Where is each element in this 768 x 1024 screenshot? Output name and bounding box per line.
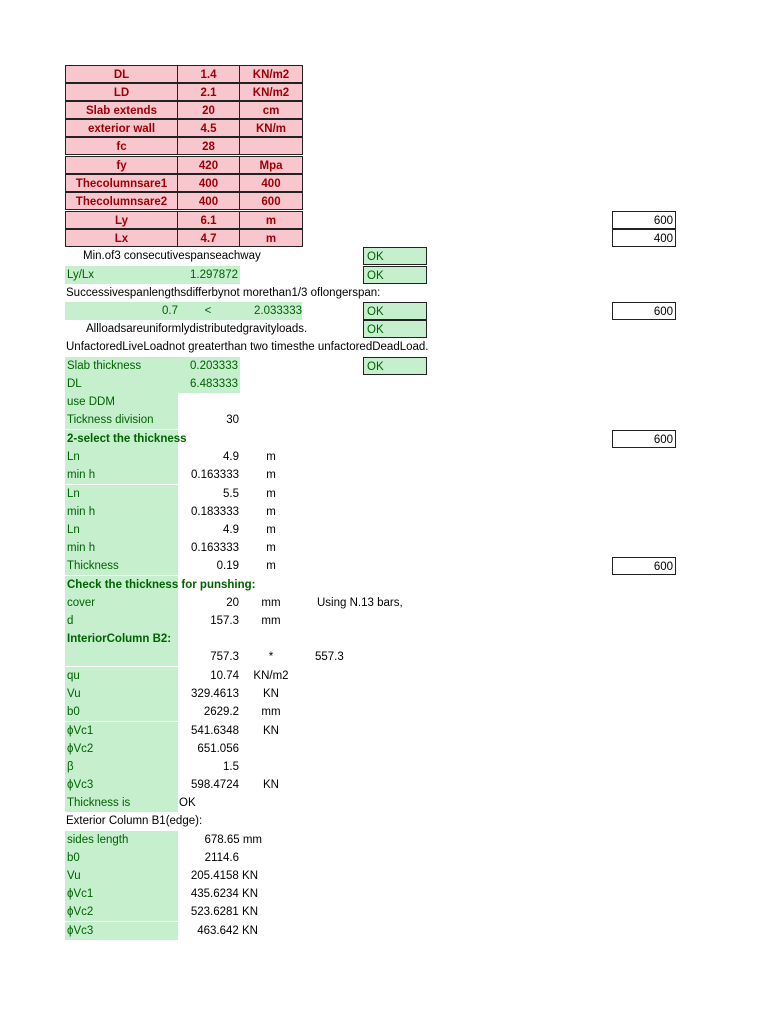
minh-value: 0.163333 bbox=[191, 469, 239, 481]
input-unit: KN/m bbox=[239, 119, 303, 137]
d-label: d bbox=[65, 612, 178, 630]
vc2-value: 651.056 bbox=[197, 743, 239, 755]
division-label: Tickness division bbox=[65, 411, 178, 429]
successive-text: Successivespanlengthsdifferbynot morethan1/3 oflongerspan: bbox=[66, 287, 381, 299]
right-value-box: 600 bbox=[612, 211, 676, 229]
input-unit bbox=[239, 137, 303, 155]
input-unit: 600 bbox=[239, 192, 303, 210]
input-unit: Mpa bbox=[239, 156, 303, 174]
ratio-a: 0.7 bbox=[120, 302, 178, 320]
input-name: DL bbox=[65, 65, 178, 83]
ratio-b: 2.033333 bbox=[240, 302, 302, 320]
ln-value: 5.5 bbox=[223, 488, 239, 500]
input-value: 2.1 bbox=[177, 83, 240, 101]
minh-unit: m bbox=[266, 469, 276, 481]
ln-label: Ln bbox=[65, 521, 178, 539]
bars-note: Using N.13 bars, bbox=[317, 597, 403, 609]
minh-value: 0.183333 bbox=[191, 506, 239, 518]
unfactored-text: UnfactoredLiveLoadnot greaterthan two timesthe unfactoredDeadLoad. bbox=[66, 341, 429, 353]
thickness-is-label: Thickness is bbox=[65, 794, 178, 812]
ext-vu-value: 205.4158 KN bbox=[190, 870, 258, 882]
cover-label: cover bbox=[65, 594, 178, 612]
ln-unit: m bbox=[266, 451, 276, 463]
input-value: 28 bbox=[177, 137, 240, 155]
input-name: exterior wall bbox=[65, 119, 178, 137]
ext-b0-label: b0 bbox=[65, 849, 178, 867]
input-unit: cm bbox=[239, 101, 303, 119]
exterior-heading: Exterior Column B1(edge): bbox=[66, 815, 203, 827]
b0-value: 2629.2 bbox=[203, 706, 239, 718]
lylx-label: Ly/Lx bbox=[65, 266, 178, 284]
vc3-unit: KN bbox=[263, 779, 279, 791]
qu-unit: KN/m2 bbox=[253, 670, 289, 682]
right-value-box: 600 bbox=[612, 557, 676, 575]
thickness-unit: m bbox=[266, 560, 276, 572]
input-name: Slab extends bbox=[65, 101, 178, 119]
ok-badge: OK bbox=[363, 266, 427, 284]
input-value: 4.7 bbox=[177, 229, 240, 247]
ext-vc2-value: 523.6281 KN bbox=[190, 906, 258, 918]
input-name: fy bbox=[65, 156, 178, 174]
punching-heading: Check the thickness for punshing: bbox=[67, 579, 256, 591]
beta-label: β bbox=[65, 758, 178, 776]
input-unit: m bbox=[239, 211, 303, 229]
ext-vu-label: Vu bbox=[65, 867, 178, 885]
minh-label: min h bbox=[65, 503, 178, 521]
minh-label: min h bbox=[65, 466, 178, 484]
ok-badge: OK bbox=[363, 247, 427, 265]
input-unit: KN/m2 bbox=[239, 83, 303, 101]
d-value: 157.3 bbox=[210, 615, 239, 627]
sides-length-label: sides length bbox=[65, 831, 178, 849]
minh-label: min h bbox=[65, 539, 178, 557]
dim-op: * bbox=[268, 651, 274, 663]
interior-heading: InteriorColumn B2: bbox=[67, 633, 172, 645]
ratio-op: < bbox=[188, 302, 228, 320]
slab-thickness-label: Slab thickness bbox=[65, 357, 178, 375]
thickness-is-value: OK bbox=[179, 797, 196, 809]
b0-unit: mm bbox=[261, 706, 281, 718]
input-name: Thecolumnsare1 bbox=[65, 174, 178, 192]
input-value: 6.1 bbox=[177, 211, 240, 229]
minh-value: 0.163333 bbox=[191, 542, 239, 554]
lylx-value: 1.297872 bbox=[177, 266, 240, 284]
ext-vc3-value: 463.642 KN bbox=[197, 925, 258, 937]
thickness-value: 0.19 bbox=[216, 560, 239, 572]
thickness-label: Thickness bbox=[65, 557, 178, 575]
input-unit: KN/m2 bbox=[239, 65, 303, 83]
input-name: fc bbox=[65, 137, 178, 155]
vc1-unit: KN bbox=[263, 725, 279, 737]
uniform-text: Allloadsareuniformlydistributedgravityloads. bbox=[86, 323, 308, 335]
ext-vc1-label: ϕVc1 bbox=[65, 885, 178, 903]
input-value: 400 bbox=[177, 192, 240, 210]
input-value: 400 bbox=[177, 174, 240, 192]
vu-unit: KN bbox=[263, 688, 279, 700]
cover-unit: mm bbox=[261, 597, 281, 609]
vc2-label: ϕVc2 bbox=[65, 740, 178, 758]
select-thickness-heading: 2-select the thickness bbox=[67, 433, 187, 445]
vc3-label: ϕVc3 bbox=[65, 776, 178, 794]
slab-thickness-value: 0.203333 bbox=[177, 357, 240, 375]
ext-vc1-value: 435.6234 KN bbox=[190, 888, 258, 900]
input-name: Lx bbox=[65, 229, 178, 247]
sides-length-value: 678.65 mm bbox=[204, 834, 262, 846]
dim-b: 557.3 bbox=[315, 651, 344, 663]
ln-value: 4.9 bbox=[223, 451, 239, 463]
right-value-box: 400 bbox=[612, 229, 676, 247]
b0-label: b0 bbox=[65, 703, 178, 721]
vc3-value: 598.4724 bbox=[191, 779, 239, 791]
cover-value: 20 bbox=[226, 597, 239, 609]
input-value: 1.4 bbox=[177, 65, 240, 83]
division-value: 30 bbox=[226, 414, 239, 426]
vu-value: 329.4613 bbox=[191, 688, 239, 700]
vu-label: Vu bbox=[65, 685, 178, 703]
input-unit: m bbox=[239, 229, 303, 247]
ln-value: 4.9 bbox=[223, 524, 239, 536]
minh-unit: m bbox=[266, 506, 276, 518]
input-name: Thecolumnsare2 bbox=[65, 192, 178, 210]
input-unit: 400 bbox=[239, 174, 303, 192]
dim-a: 757.3 bbox=[210, 651, 239, 663]
ln-unit: m bbox=[266, 524, 276, 536]
input-value: 20 bbox=[177, 101, 240, 119]
slab-dl-value: 6.483333 bbox=[177, 375, 240, 393]
input-value: 4.5 bbox=[177, 119, 240, 137]
beta-value: 1.5 bbox=[223, 761, 239, 773]
blank-green-cell bbox=[65, 648, 178, 666]
vc1-label: ϕVc1 bbox=[65, 722, 178, 740]
minh-unit: m bbox=[266, 542, 276, 554]
ln-label: Ln bbox=[65, 448, 178, 466]
check-min3-text: Min.of3 consecutivespanseachway bbox=[83, 250, 261, 262]
input-name: Ly bbox=[65, 211, 178, 229]
input-value: 420 bbox=[177, 156, 240, 174]
qu-value: 10.74 bbox=[210, 670, 239, 682]
ext-vc3-label: ϕVc3 bbox=[65, 922, 178, 940]
qu-label: qu bbox=[65, 667, 178, 685]
ext-b0-value: 2114.6 bbox=[204, 852, 239, 864]
d-unit: mm bbox=[261, 615, 281, 627]
use-ddm: use DDM bbox=[65, 393, 178, 411]
slab-dl-label: DL bbox=[65, 375, 178, 393]
ok-badge: OK bbox=[363, 320, 427, 338]
input-name: LD bbox=[65, 83, 178, 101]
ext-vc2-label: ϕVc2 bbox=[65, 903, 178, 921]
right-value-box: 600 bbox=[612, 302, 676, 320]
vc1-value: 541.6348 bbox=[191, 725, 239, 737]
ok-badge: OK bbox=[363, 357, 427, 375]
ln-unit: m bbox=[266, 488, 276, 500]
ok-badge: OK bbox=[363, 302, 427, 320]
ln-label: Ln bbox=[65, 485, 178, 503]
right-value-box: 600 bbox=[612, 430, 676, 448]
